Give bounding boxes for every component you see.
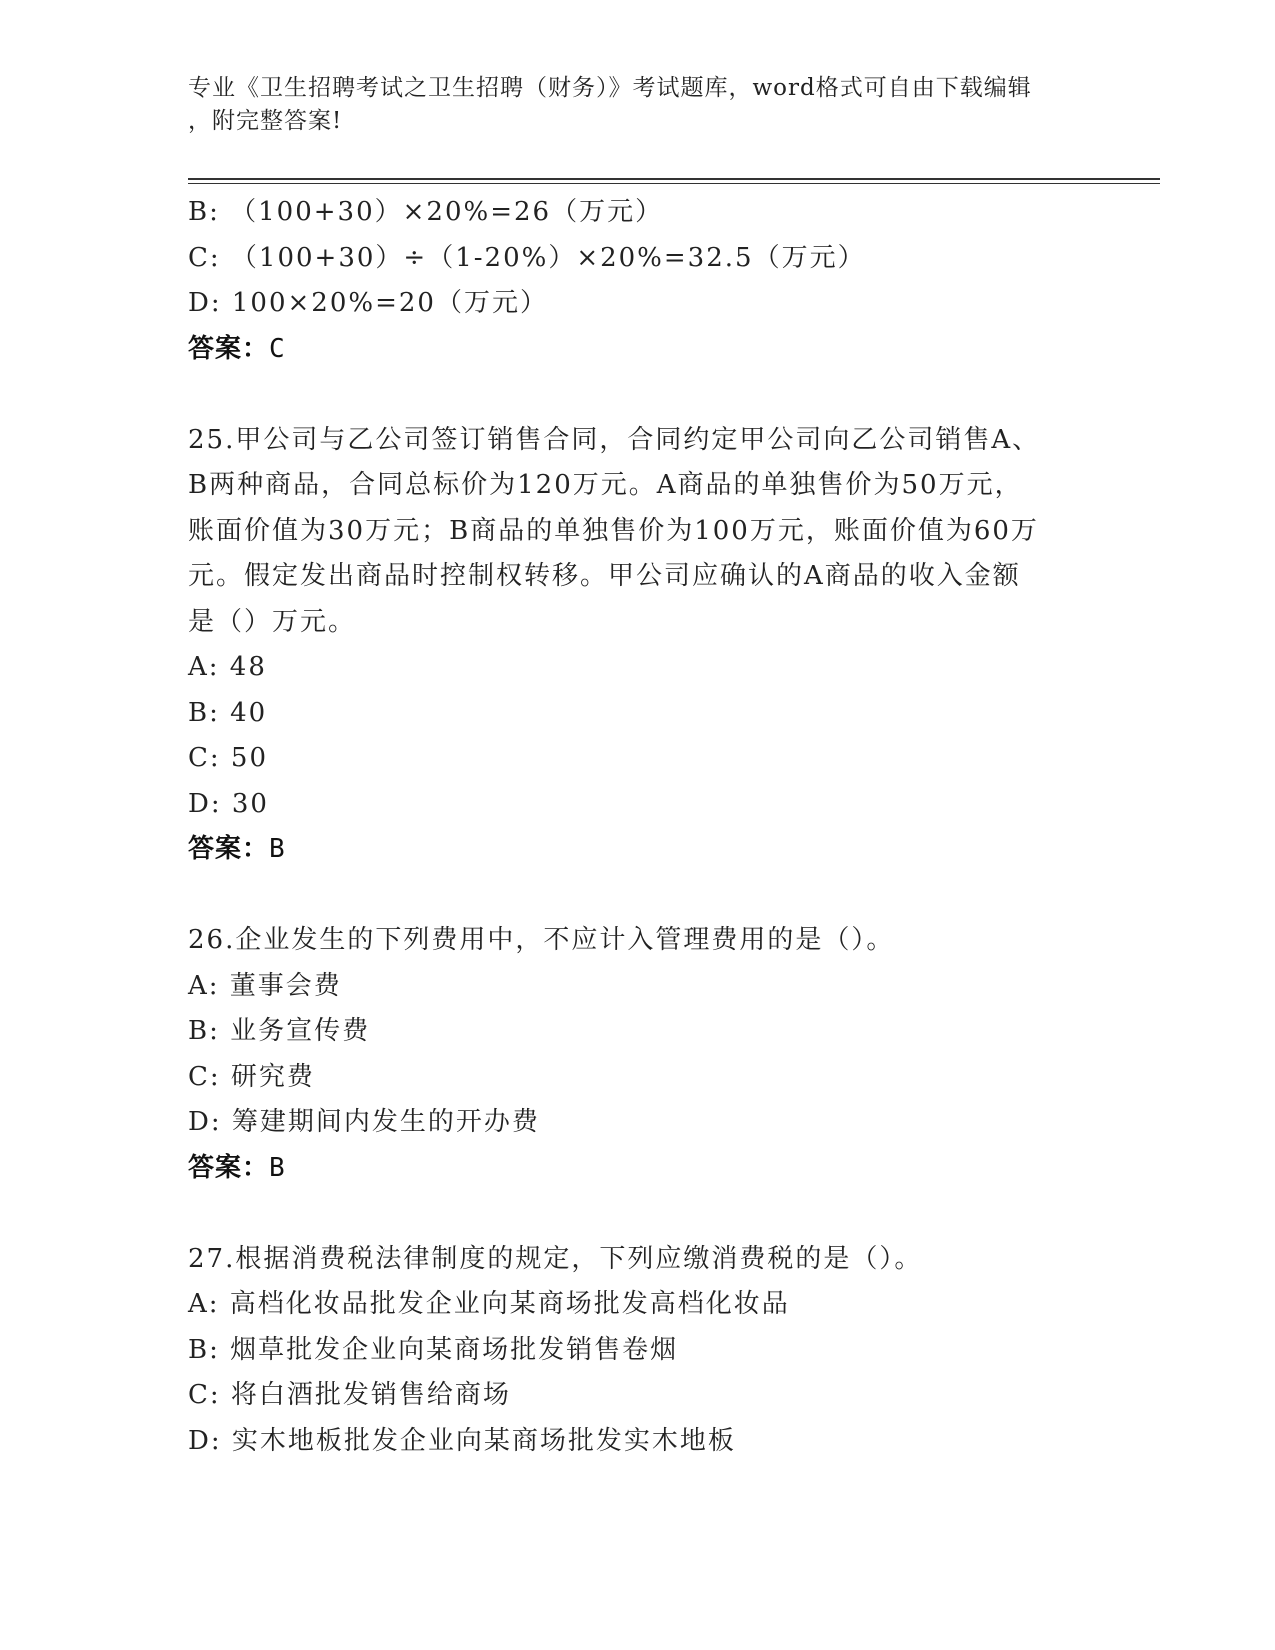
option-a: A: 董事会费	[188, 970, 342, 1001]
question-stem-line: 元。假定发出商品时控制权转移。甲公司应确认的A商品的收入金额	[188, 561, 1021, 591]
option-d: D: 筹建期间内发生的开办费	[188, 1107, 540, 1137]
answer-line	[188, 827, 1088, 873]
document-header	[188, 72, 1088, 138]
question-spacer	[188, 372, 1088, 418]
question-stem: 26.企业发生的下列费用中，不应计入管理费用的是（）。	[188, 925, 895, 955]
option-b: B: 业务宣传费	[188, 1016, 371, 1046]
header-line-1: 专业《卫生招聘考试之卫生招聘（财务）》考试题库，word格式可自由下载编辑	[188, 75, 1032, 101]
option-d: D: 30	[188, 788, 269, 819]
option-d: D: 实木地板批发企业向某商场批发实木地板	[188, 1425, 736, 1456]
question-spacer	[188, 873, 1088, 919]
option-b: B: （100+30）×20%=26（万元）	[188, 197, 664, 227]
answer-line	[188, 1146, 1088, 1192]
question-26	[188, 918, 1088, 1191]
question-stem-line: B两种商品，合同总标价为120万元。A商品的单独售价为50万元，	[188, 470, 1023, 500]
answer-value: C	[269, 333, 285, 364]
option-c: C: （100+30）÷（1-20%）×20%=32.5（万元）	[188, 242, 866, 273]
header-line-2: ，附完整答案!	[188, 108, 343, 134]
question-25	[188, 418, 1088, 873]
option-c: C: 将白酒批发销售给商场	[188, 1380, 511, 1410]
question-stem-line: 25.甲公司与乙公司签订销售合同，合同约定甲公司向乙公司销售A、	[188, 424, 1041, 455]
option-c: C: 50	[188, 743, 269, 773]
header-divider-thick	[188, 178, 1160, 180]
option-b: B: 40	[188, 697, 268, 728]
question-stem: 27.根据消费税法律制度的规定，下列应缴消费税的是（）。	[188, 1243, 923, 1274]
answer-value: B	[269, 834, 285, 864]
option-a: A: 高档化妆品批发企业向某商场批发高档化妆品	[188, 1289, 790, 1319]
option-a: A: 48	[188, 652, 267, 682]
answer-line	[188, 327, 1088, 373]
option-c: C: 研究费	[188, 1061, 315, 1092]
question-27	[188, 1237, 1088, 1465]
option-b: B: 烟草批发企业向某商场批发销售卷烟	[188, 1334, 679, 1365]
answer-value: B	[269, 1152, 285, 1183]
question-stem-line: 账面价值为30万元；B商品的单独售价为100万元，账面价值为60万	[188, 515, 1039, 546]
option-d: D: 100×20%=20（万元）	[188, 288, 548, 318]
answer-label: 答案：	[188, 834, 270, 864]
question-spacer	[188, 1191, 1088, 1237]
header-divider-thin	[188, 183, 1160, 184]
answer-label: 答案：	[188, 1152, 270, 1183]
answer-label: 答案：	[188, 333, 270, 364]
document-body	[188, 190, 1088, 1464]
question-stem-line: 是（）万元。	[188, 606, 357, 637]
question-24-tail	[188, 190, 1088, 372]
